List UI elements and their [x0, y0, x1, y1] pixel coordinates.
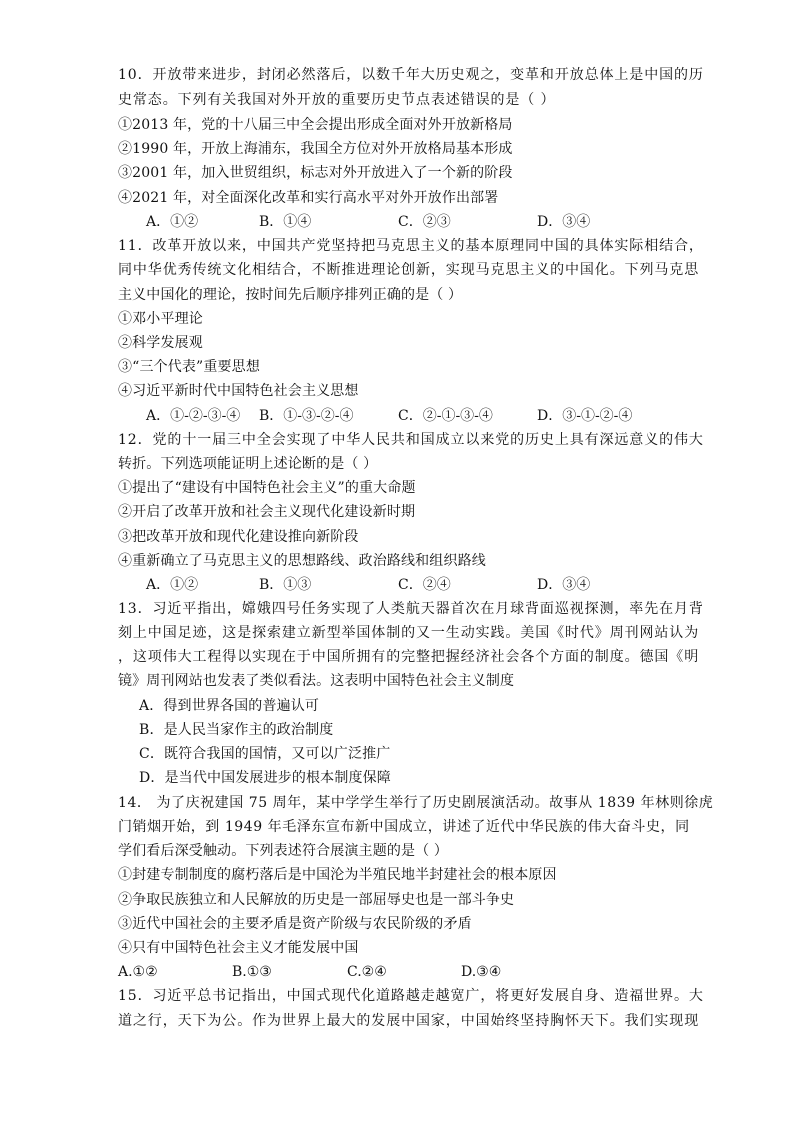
q11-option-b[interactable]: B．①-③-②-④	[259, 408, 354, 424]
q10-item-1: ①2013 年，党的十八届三中全会提出形成全面对外开放新格局	[118, 117, 513, 133]
q12-stem-line-1: 12．党的十一届三中全会实现了中华人民共和国成立以来党的历史上具有深远意义的伟大	[118, 432, 704, 448]
q14-option-a[interactable]: A.①②	[118, 964, 158, 980]
q11-stem-line-2: 同中华优秀传统文化相结合，不断推进理论创新，实现马克思主义的中国化。下列马克思	[118, 262, 700, 278]
q15-stem-line-1: 15．习近平总书记指出，中国式现代化道路越走越宽广，将更好发展自身、造福世界。大	[118, 988, 704, 1004]
q11-option-d[interactable]: D．③-①-②-④	[537, 408, 633, 424]
q13-option-d[interactable]: D．是当代中国发展进步的根本制度保障	[139, 770, 391, 786]
q13-option-a[interactable]: A．得到世界各国的普遍认可	[139, 698, 320, 714]
q15-stem-line-2: 道之行，天下为公。作为世界上最大的发展中国家，中国始终坚持胸怀天下。我们实现现	[118, 1013, 700, 1029]
q10-item-4: ④2021 年，对全面深化改革和实行高水平对外开放作出部署	[118, 190, 499, 206]
q12-option-c[interactable]: C．②④	[398, 577, 451, 593]
q13-stem-line-1: 13．习近平指出，嫦娥四号任务实现了人类航天器首次在月球背面巡视探测，率先在月背	[118, 601, 704, 617]
q10-option-b[interactable]: B．①④	[259, 214, 312, 230]
q12-item-3: ③把改革开放和现代化建设推向新阶段	[118, 529, 359, 545]
q10-option-c[interactable]: C．②③	[398, 214, 451, 230]
q12-item-2: ②开启了改革开放和社会主义现代化建设新时期	[118, 504, 416, 520]
q11-option-a[interactable]: A．①-②-③-④	[146, 408, 241, 424]
q13-stem-line-4: 镜》周刊网站也发表了类似看法。这表明中国特色社会主义制度	[118, 673, 515, 689]
q14-option-c[interactable]: C.②④	[347, 964, 387, 980]
q12-option-a[interactable]: A．①②	[146, 577, 199, 593]
q13-stem-line-2: 刻上中国足迹，这是探索建立新型举国体制的又一生动实践。美国《时代》周刊网站认为	[118, 625, 700, 641]
q14-stem-line-2: 门销烟开始，到 1949 年毛泽东宣布新中国成立，讲述了近代中华民族的伟大奋斗史，同	[118, 819, 690, 835]
q11-stem-line-1: 11．改革开放以来，中国共产党坚持把马克思主义的基本原理同中国的具体实际相结合，	[118, 238, 704, 254]
q13-option-b[interactable]: B．是人民当家作主的政治制度	[139, 722, 334, 738]
q11-stem-line-3: 主义中国化的理论，按时间先后顺序排列正确的是（ ）	[118, 287, 463, 303]
q10-option-d[interactable]: D．③④	[537, 214, 591, 230]
q11-item-2: ②科学发展观	[118, 335, 203, 351]
q13-stem-line-3: ，这项伟大工程得以实现在于中国所拥有的完整把握经济社会各个方面的制度。德国《明	[118, 649, 700, 665]
q11-item-3: ③“三个代表”重要思想	[118, 359, 260, 375]
q11-item-1: ①邓小平理论	[118, 311, 203, 327]
q14-item-3: ③近代中国社会的主要矛盾是资产阶级与农民阶级的矛盾	[118, 916, 472, 932]
q11-item-4: ④习近平新时代中国特色社会主义思想	[118, 383, 359, 399]
q14-stem-line-1: 14． 为了庆祝建国 75 周年，某中学学生举行了历史剧展演活动。故事从 1839 年林则徐虎	[118, 795, 714, 811]
q12-option-b[interactable]: B．①③	[259, 577, 312, 593]
q14-item-4: ④只有中国特色社会主义才能发展中国	[118, 940, 359, 956]
q14-option-b[interactable]: B.①③	[232, 964, 272, 980]
q12-option-d[interactable]: D．③④	[537, 577, 591, 593]
q12-item-4: ④重新确立了马克思主义的思想路线、政治路线和组织路线	[118, 553, 486, 569]
q14-option-d[interactable]: D.③④	[461, 964, 502, 980]
q12-stem-line-2: 转折。下列选项能证明上述论断的是（ ）	[118, 456, 378, 472]
q11-option-c[interactable]: C．②-①-③-④	[398, 408, 493, 424]
q12-item-1: ①提出了“建设有中国特色社会主义”的重大命题	[118, 480, 416, 496]
q14-item-1: ①封建专制制度的腐朽落后是中国沦为半殖民地半封建社会的根本原因	[118, 867, 557, 883]
q10-stem-line-1: 10．开放带来进步，封闭必然落后，以数千年大历史观之，变革和开放总体上是中国的历	[118, 67, 704, 83]
q10-item-3: ③2001 年，加入世贸组织，标志对外开放进入了一个新的阶段	[118, 165, 513, 181]
q10-stem-line-2: 史常态。下列有关我国对外开放的重要历史节点表述错误的是（ ）	[118, 92, 556, 108]
q10-option-a[interactable]: A．①②	[146, 214, 199, 230]
q13-option-c[interactable]: C．既符合我国的国情，又可以广泛推广	[139, 746, 391, 762]
q14-item-2: ②争取民族独立和人民解放的历史是一部屈辱史也是一部斗争史	[118, 892, 515, 908]
q10-item-2: ②1990 年，开放上海浦东，我国全方位对外开放格局基本形成	[118, 141, 513, 157]
q14-stem-line-3: 学们看后深受触动。下列表述符合展演主题的是（ ）	[118, 843, 449, 859]
